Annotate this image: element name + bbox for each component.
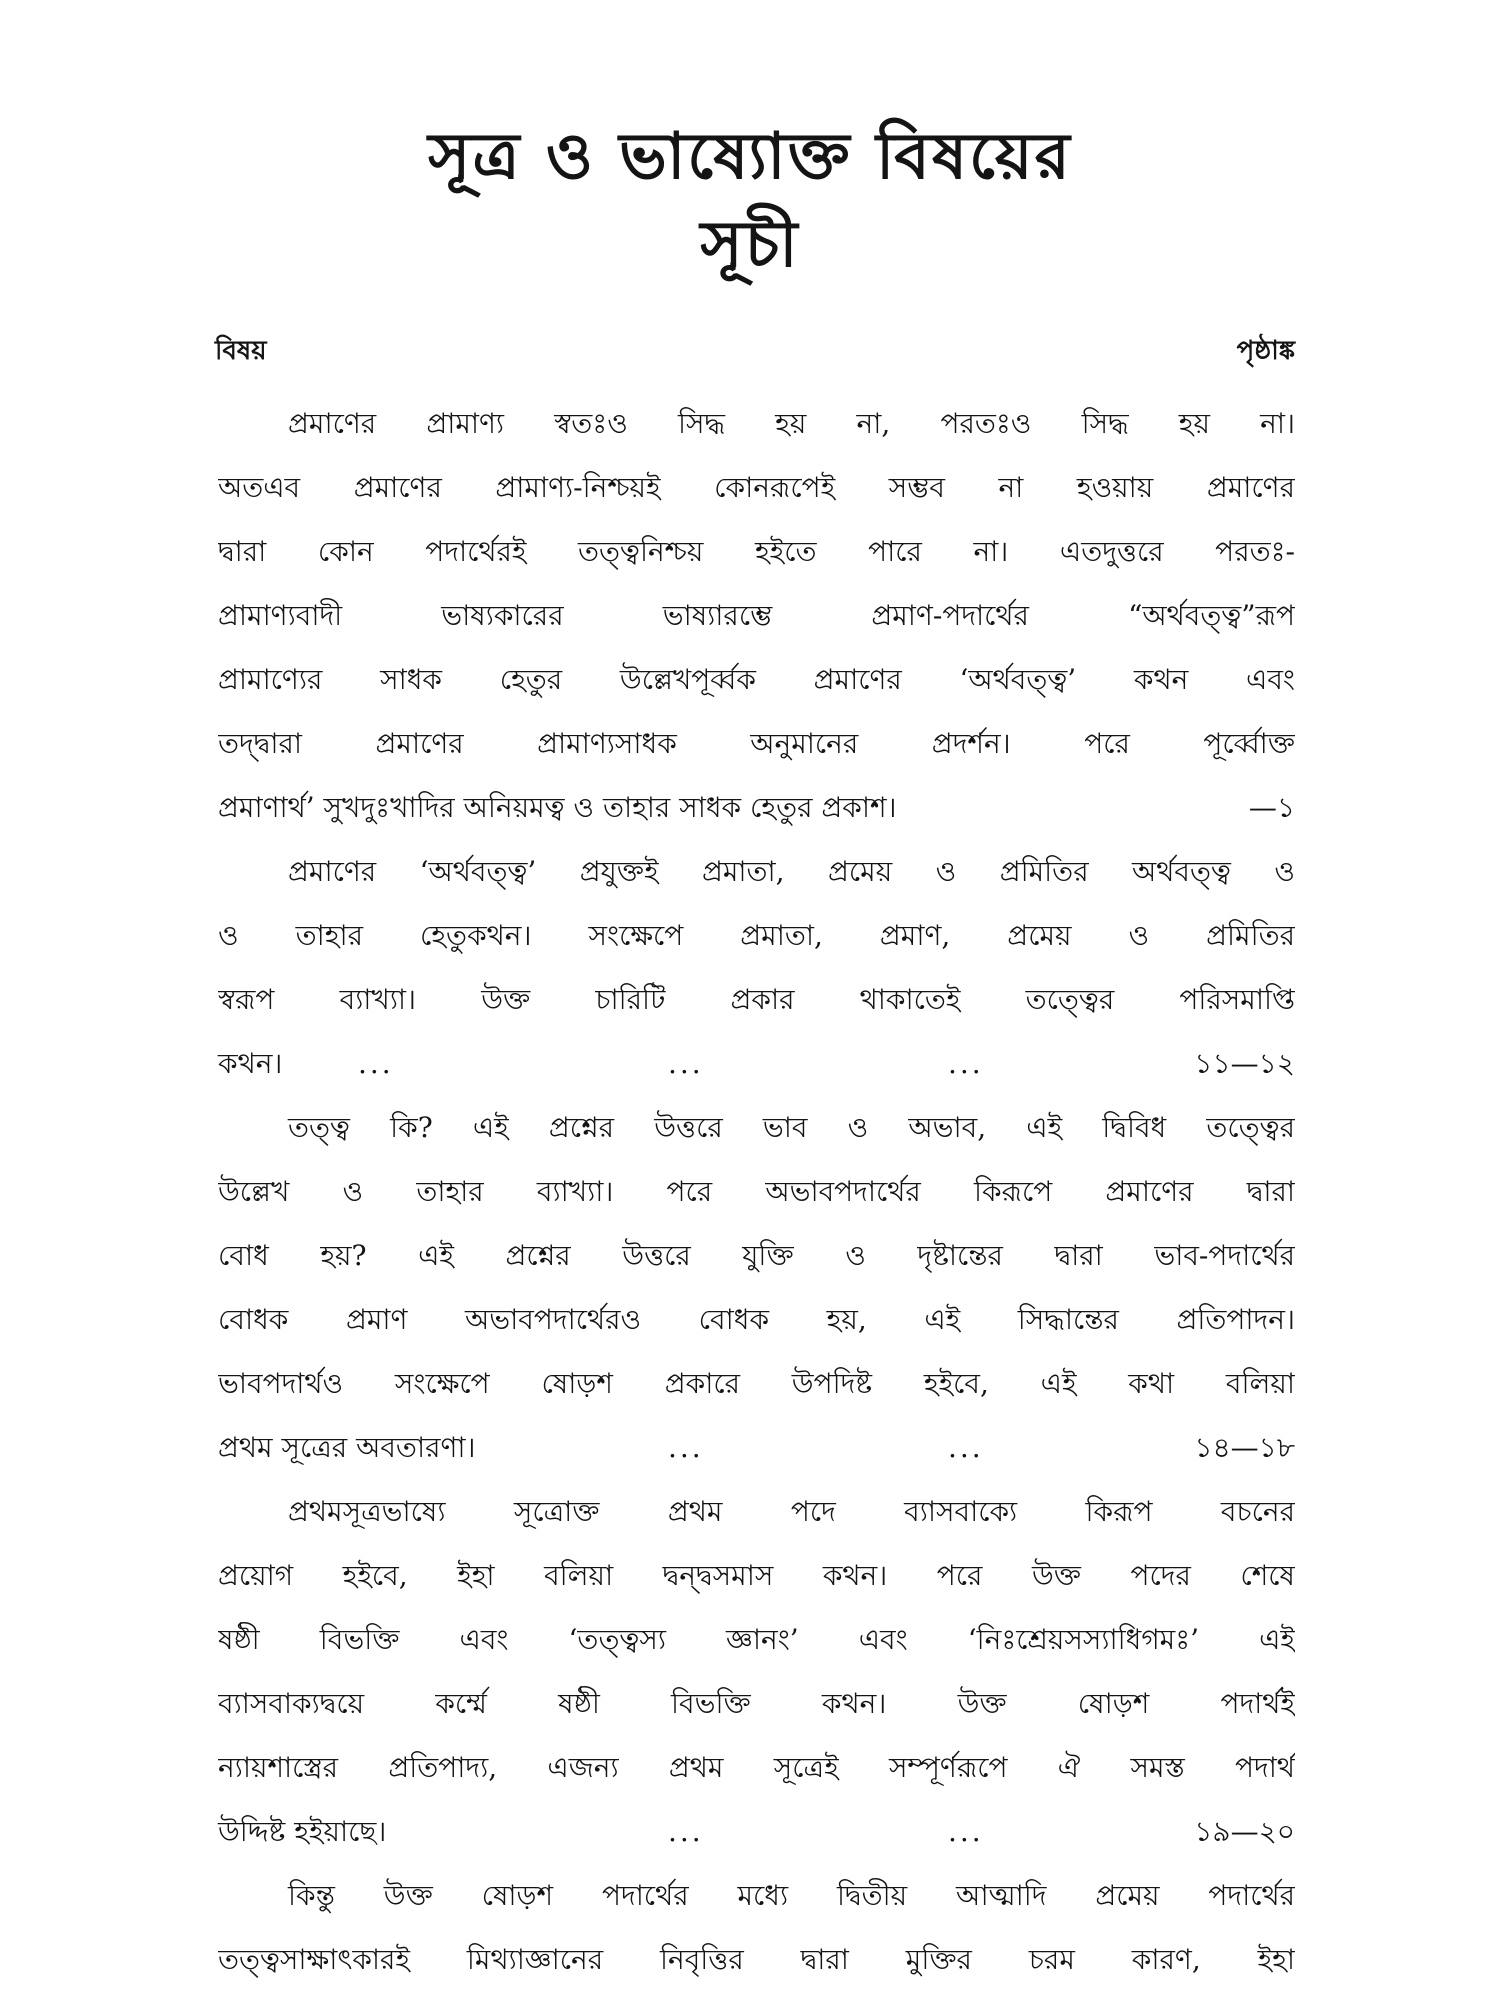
entry-line: ও তাহার হেতুকথন। সংক্ষেপে প্রমাতা, প্রমাণ, প্রমেয় ও প্রমিতির <box>218 919 1295 952</box>
page-number: ১৪—১৮ <box>1194 1431 1295 1464</box>
entry-line: প্রামাণ্যের সাধক হেতুর উল্লেখপূর্ব্বক প্রমাণের ‘অর্থবত্ত্ব’ কথন এবং <box>218 663 1295 696</box>
entry-line: তদ্দ্বারা প্রমাণের প্রামাণ্যসাধক অনুমানের প্রদর্শন। পরে পূর্ব্বোক্ত <box>218 727 1295 760</box>
index-entry <box>218 840 1295 1096</box>
entry-last-line <box>218 1416 1295 1480</box>
entry-line: ন্যায়শাস্ত্রের প্রতিপাদ্য, এজন্য প্রথম সূত্রেই সম্পূর্ণরূপে ঐ সমস্ত পদার্থ <box>218 1751 1295 1784</box>
entry-line: উল্লেখ ও তাহার ব্যাখ্যা। পরে অভাবপদার্থের কিরূপে প্রমাণের দ্বারা <box>218 1175 1295 1208</box>
column-heading-page: পৃষ্ঠাঙ্ক <box>1236 336 1295 366</box>
leader-dots: ... <box>948 1815 984 1848</box>
page-number: ১৯—২০ <box>1194 1815 1295 1848</box>
entry-line-text: প্রথম সূত্রের অবতারণা। <box>218 1431 476 1464</box>
page-number: ১১—১২ <box>1194 1047 1295 1080</box>
index-entry <box>218 1480 1295 1864</box>
entry-last-line <box>218 776 1295 840</box>
page-title: সূত্র ও ভাষ্যোক্ত বিষয়ের <box>428 119 1072 194</box>
entry-line: অতএব প্রমাণের প্রামাণ্য-নিশ্চয়ই কোনরূপেই সম্ভব না হওয়ায় প্রমাণের <box>218 471 1295 504</box>
entry-line-text: উদ্দিষ্ট হইয়াছে। <box>218 1815 387 1848</box>
index-entry <box>218 392 1295 840</box>
entry-line: প্রয়োগ হইবে, ইহা বলিয়া দ্বন্দ্বসমাস কথন। পরে উক্ত পদের শেষে <box>218 1559 1295 1592</box>
page-subtitle: সূচী <box>700 207 800 282</box>
entry-line: ভাবপদার্থও সংক্ষেপে ষোড়শ প্রকারে উপদিষ্ট হইবে, এই কথা বলিয়া <box>218 1367 1295 1400</box>
entry-line: প্রমাণের প্রামাণ্য স্বতঃও সিদ্ধ হয় না, পরতঃও সিদ্ধ হয় না। <box>288 407 1295 440</box>
entry-line: প্রামাণ্যবাদী ভাষ্যকারের ভাষ্যারম্ভে প্রমাণ-পদার্থের “অর্থবত্ত্ব”রূপ <box>218 599 1295 632</box>
entry-line: ষষ্ঠী বিভক্তি এবং ‘তত্ত্বস্য জ্ঞানং’ এবং ‘নিঃশ্রেয়সস্যাধিগমঃ’ এই <box>218 1623 1295 1656</box>
entry-line: স্বরূপ ব্যাখ্যা। উক্ত চারিটি প্রকার থাকাতেই তত্ত্বের পরিসমাপ্তি <box>218 983 1295 1016</box>
page-number: —১ <box>1248 791 1295 824</box>
index-entry <box>218 1864 1295 1992</box>
entry-line: তত্ত্বসাক্ষাৎকারই মিথ্যাজ্ঞানের নিবৃত্তির দ্বারা মুক্তির চরম কারণ, ইহা <box>218 1943 1295 1976</box>
entry-line: তত্ত্ব কি? এই প্রশ্নের উত্তরে ভাব ও অভাব, এই দ্বিবিধ তত্ত্বের <box>288 1111 1295 1144</box>
leader-dots: ... <box>668 1815 704 1848</box>
leader-dots: ... <box>358 1047 394 1080</box>
entry-line: বোধ হয়? এই প্রশ্নের উত্তরে যুক্তি ও দৃষ্টান্তের দ্বারা ভাব-পদার্থের <box>218 1239 1295 1272</box>
leader-dots: ... <box>668 1431 704 1464</box>
entry-last-line <box>218 1032 1295 1096</box>
column-heading-subject: বিষয় <box>215 336 267 366</box>
entry-line-text: প্রমাণার্থ’ সুখদুঃখাদির অনিয়মত্ব ও তাহার সাধক হেতুর প্রকাশ। <box>218 791 897 824</box>
entry-line-text: কথন। <box>218 1047 283 1080</box>
leader-dots: ... <box>668 1047 704 1080</box>
entry-line: বোধক প্রমাণ অভাবপদার্থেরও বোধক হয়, এই সিদ্ধান্তের প্রতিপাদন। <box>218 1303 1295 1336</box>
entry-line: দ্বারা কোন পদার্থেরই তত্ত্বনিশ্চয় হইতে পারে না। এতদুত্তরে পরতঃ- <box>218 535 1295 568</box>
entry-last-line <box>218 1800 1295 1864</box>
entry-line: প্রথমসূত্রভাষ্যে সূত্রোক্ত প্রথম পদে ব্যাসবাক্যে কিরূপ বচনের <box>288 1495 1295 1528</box>
index-entry <box>218 1096 1295 1480</box>
entry-line: কিন্তু উক্ত ষোড়শ পদার্থের মধ্যে দ্বিতীয় আত্মাদি প্রমেয় পদার্থের <box>288 1879 1295 1912</box>
index-body <box>218 392 1295 1992</box>
entry-line: ব্যাসবাক্যদ্বয়ে কর্ম্মে ষষ্ঠী বিভক্তি কথন। উক্ত ষোড়শ পদার্থই <box>218 1687 1295 1720</box>
entry-line: প্রমাণের ‘অর্থবত্ত্ব’ প্রযুক্তই প্রমাতা, প্রমেয় ও প্রমিতির অর্থবত্ত্ব ও <box>288 855 1295 888</box>
leader-dots: ... <box>948 1431 984 1464</box>
leader-dots: ... <box>948 1047 984 1080</box>
